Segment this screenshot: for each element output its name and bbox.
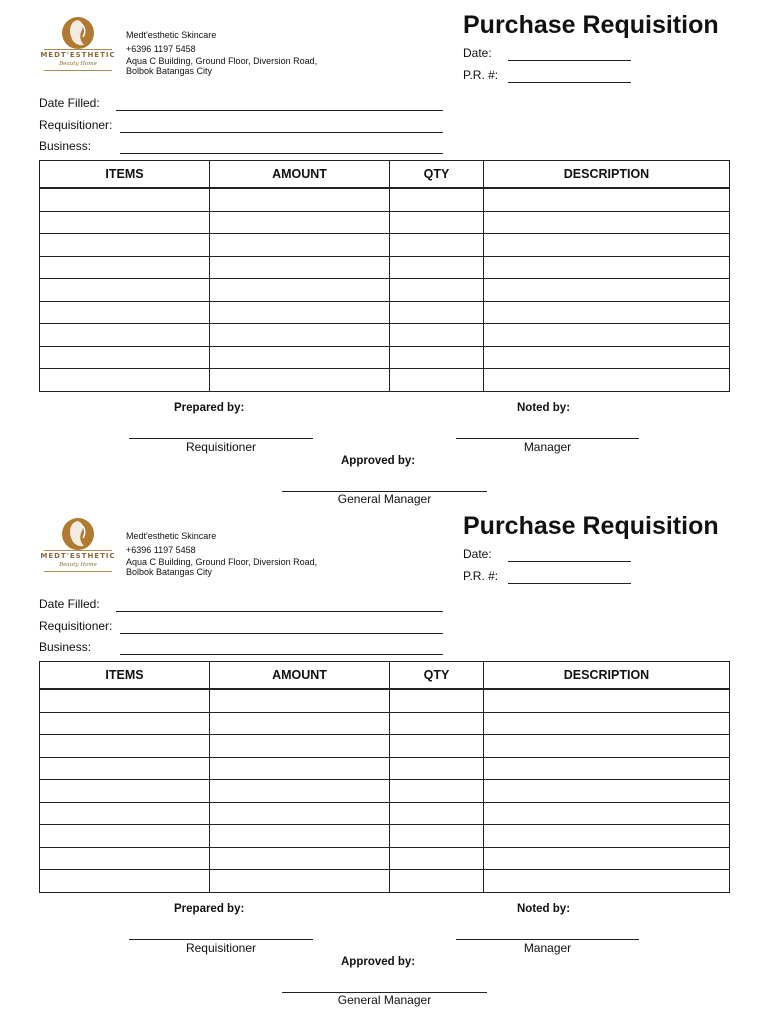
table-row bbox=[40, 780, 730, 803]
general-manager-signature-label: General Manager bbox=[337, 492, 432, 506]
business-label: Business: bbox=[39, 640, 92, 654]
woman-silhouette-logo-icon bbox=[58, 516, 98, 552]
business-line[interactable] bbox=[120, 654, 443, 655]
qty-cell[interactable] bbox=[390, 211, 484, 234]
manager-signature-label: Manager bbox=[523, 941, 572, 955]
qty-cell[interactable] bbox=[390, 780, 484, 803]
amount-cell[interactable] bbox=[210, 847, 390, 870]
qty-cell[interactable] bbox=[390, 757, 484, 780]
header-qty: QTY bbox=[390, 662, 484, 690]
description-cell[interactable] bbox=[484, 757, 730, 780]
requisitioner-signature-label: Requisitioner bbox=[185, 941, 257, 955]
qty-cell[interactable] bbox=[390, 735, 484, 758]
table-row bbox=[40, 301, 730, 324]
items-cell[interactable] bbox=[40, 825, 210, 848]
amount-cell[interactable] bbox=[210, 279, 390, 302]
company-phone: +6396 1197 5458 bbox=[126, 545, 196, 555]
table-body bbox=[40, 188, 730, 391]
company-address-line2: Bolbok Batangas City bbox=[126, 567, 213, 577]
amount-cell[interactable] bbox=[210, 324, 390, 347]
purchase-requisition-form-2 bbox=[0, 501, 768, 1007]
date-filled-field[interactable] bbox=[39, 96, 100, 110]
table-row bbox=[40, 256, 730, 279]
amount-cell[interactable] bbox=[210, 802, 390, 825]
approved-by-label: Approved by: bbox=[341, 956, 416, 968]
prepared-by-label: Prepared by: bbox=[174, 903, 245, 915]
pr-number-field[interactable] bbox=[463, 68, 498, 82]
date-filled-label: Date Filled: bbox=[39, 597, 100, 611]
header-description: DESCRIPTION bbox=[484, 161, 730, 189]
items-cell[interactable] bbox=[40, 279, 210, 302]
logo-divider-top bbox=[44, 550, 112, 551]
requisitioner-signature-line[interactable] bbox=[129, 438, 313, 439]
description-cell[interactable] bbox=[484, 346, 730, 369]
header-amount: AMOUNT bbox=[210, 161, 390, 189]
amount-cell[interactable] bbox=[210, 188, 390, 211]
table-row bbox=[40, 369, 730, 392]
description-cell[interactable] bbox=[484, 802, 730, 825]
description-cell[interactable] bbox=[484, 870, 730, 893]
description-cell[interactable] bbox=[484, 712, 730, 735]
header-description: DESCRIPTION bbox=[484, 662, 730, 690]
items-table bbox=[39, 661, 730, 893]
description-cell[interactable] bbox=[484, 689, 730, 712]
header-qty: QTY bbox=[390, 161, 484, 189]
logo-subtext: Beauty Home bbox=[59, 562, 97, 568]
company-logo bbox=[38, 15, 118, 77]
purchase-requisition-form-1 bbox=[0, 0, 768, 506]
header-items: ITEMS bbox=[40, 662, 210, 690]
qty-cell[interactable] bbox=[390, 870, 484, 893]
items-cell[interactable] bbox=[40, 735, 210, 758]
company-info bbox=[126, 529, 317, 577]
date-line[interactable] bbox=[508, 60, 631, 61]
date-filled-field[interactable] bbox=[39, 597, 100, 611]
company-address-line2: Bolbok Batangas City bbox=[126, 66, 213, 76]
business-label: Business: bbox=[39, 139, 92, 153]
items-cell[interactable] bbox=[40, 234, 210, 257]
description-cell[interactable] bbox=[484, 234, 730, 257]
amount-cell[interactable] bbox=[210, 369, 390, 392]
qty-cell[interactable] bbox=[390, 346, 484, 369]
date-label: Date: bbox=[463, 547, 492, 561]
general-manager-signature-label: General Manager bbox=[337, 993, 432, 1007]
manager-signature-line[interactable] bbox=[456, 939, 639, 940]
qty-cell[interactable] bbox=[390, 712, 484, 735]
date-field[interactable] bbox=[463, 46, 492, 60]
requisitioner-field[interactable] bbox=[39, 619, 112, 633]
requisitioner-line[interactable] bbox=[120, 633, 443, 634]
form-title: Purchase Requisition bbox=[463, 512, 719, 540]
table-row bbox=[40, 757, 730, 780]
table-row bbox=[40, 346, 730, 369]
date-filled-label: Date Filled: bbox=[39, 96, 100, 110]
date-filled-line[interactable] bbox=[116, 110, 443, 111]
qty-cell[interactable] bbox=[390, 188, 484, 211]
qty-cell[interactable] bbox=[390, 689, 484, 712]
description-cell[interactable] bbox=[484, 256, 730, 279]
table-row bbox=[40, 802, 730, 825]
description-cell[interactable] bbox=[484, 279, 730, 302]
table-row bbox=[40, 279, 730, 302]
description-cell[interactable] bbox=[484, 188, 730, 211]
company-logo bbox=[38, 516, 118, 578]
amount-cell[interactable] bbox=[210, 712, 390, 735]
description-cell[interactable] bbox=[484, 211, 730, 234]
amount-cell[interactable] bbox=[210, 757, 390, 780]
business-field[interactable] bbox=[39, 640, 91, 654]
date-field[interactable] bbox=[463, 547, 492, 561]
description-cell[interactable] bbox=[484, 735, 730, 758]
company-address-line1: Aqua C Building, Ground Floor, Diversion Road, bbox=[126, 557, 318, 567]
table-row bbox=[40, 211, 730, 234]
qty-cell[interactable] bbox=[390, 847, 484, 870]
date-filled-line[interactable] bbox=[116, 611, 443, 612]
date-label: Date: bbox=[463, 46, 492, 60]
logo-text: MEDT'ESTHETIC bbox=[40, 51, 116, 59]
manager-signature-line[interactable] bbox=[456, 438, 639, 439]
qty-cell[interactable] bbox=[390, 301, 484, 324]
qty-cell[interactable] bbox=[390, 256, 484, 279]
business-line[interactable] bbox=[120, 153, 443, 154]
items-cell[interactable] bbox=[40, 712, 210, 735]
qty-cell[interactable] bbox=[390, 324, 484, 347]
items-cell[interactable] bbox=[40, 301, 210, 324]
logo-divider-top bbox=[44, 49, 112, 50]
table-row bbox=[40, 188, 730, 211]
form-title: Purchase Requisition bbox=[463, 11, 719, 39]
items-cell[interactable] bbox=[40, 780, 210, 803]
amount-cell[interactable] bbox=[210, 234, 390, 257]
logo-divider-bottom bbox=[44, 70, 112, 71]
items-cell[interactable] bbox=[40, 689, 210, 712]
amount-cell[interactable] bbox=[210, 301, 390, 324]
requisitioner-signature-label: Requisitioner bbox=[185, 440, 257, 454]
items-table bbox=[39, 160, 730, 392]
description-cell[interactable] bbox=[484, 324, 730, 347]
logo-subtext: Beauty Home bbox=[59, 61, 97, 67]
table-row bbox=[40, 847, 730, 870]
qty-cell[interactable] bbox=[390, 825, 484, 848]
table-body bbox=[40, 689, 730, 892]
logo-text: MEDT'ESTHETIC bbox=[40, 552, 116, 560]
business-field[interactable] bbox=[39, 139, 91, 153]
pr-number-line[interactable] bbox=[508, 583, 631, 584]
amount-cell[interactable] bbox=[210, 211, 390, 234]
pr-number-field[interactable] bbox=[463, 569, 498, 583]
date-line[interactable] bbox=[508, 561, 631, 562]
description-cell[interactable] bbox=[484, 301, 730, 324]
qty-cell[interactable] bbox=[390, 369, 484, 392]
approved-by-label: Approved by: bbox=[341, 455, 416, 467]
qty-cell[interactable] bbox=[390, 234, 484, 257]
items-cell[interactable] bbox=[40, 346, 210, 369]
amount-cell[interactable] bbox=[210, 346, 390, 369]
description-cell[interactable] bbox=[484, 780, 730, 803]
amount-cell[interactable] bbox=[210, 689, 390, 712]
table-row bbox=[40, 712, 730, 735]
table-row bbox=[40, 825, 730, 848]
table-header-row bbox=[40, 161, 730, 189]
table-header-row bbox=[40, 662, 730, 690]
items-cell[interactable] bbox=[40, 847, 210, 870]
amount-cell[interactable] bbox=[210, 825, 390, 848]
items-cell[interactable] bbox=[40, 870, 210, 893]
noted-by-label: Noted by: bbox=[517, 402, 571, 414]
items-cell[interactable] bbox=[40, 188, 210, 211]
requisitioner-label: Requisitioner: bbox=[39, 118, 113, 132]
amount-cell[interactable] bbox=[210, 256, 390, 279]
pr-number-label: P.R. #: bbox=[463, 68, 499, 82]
requisitioner-label: Requisitioner: bbox=[39, 619, 113, 633]
description-cell[interactable] bbox=[484, 369, 730, 392]
header-items: ITEMS bbox=[40, 161, 210, 189]
items-cell[interactable] bbox=[40, 802, 210, 825]
amount-cell[interactable] bbox=[210, 735, 390, 758]
qty-cell[interactable] bbox=[390, 279, 484, 302]
company-address-line1: Aqua C Building, Ground Floor, Diversion Road, bbox=[126, 56, 318, 66]
items-cell[interactable] bbox=[40, 211, 210, 234]
description-cell[interactable] bbox=[484, 847, 730, 870]
table-row bbox=[40, 234, 730, 257]
qty-cell[interactable] bbox=[390, 802, 484, 825]
description-cell[interactable] bbox=[484, 825, 730, 848]
logo-divider-bottom bbox=[44, 571, 112, 572]
table-row bbox=[40, 689, 730, 712]
pr-number-line[interactable] bbox=[508, 82, 631, 83]
pr-number-label: P.R. #: bbox=[463, 569, 499, 583]
noted-by-label: Noted by: bbox=[517, 903, 571, 915]
items-cell[interactable] bbox=[40, 256, 210, 279]
company-info bbox=[126, 28, 317, 76]
prepared-by-label: Prepared by: bbox=[174, 402, 245, 414]
table-row bbox=[40, 735, 730, 758]
items-cell[interactable] bbox=[40, 757, 210, 780]
company-name: Medt'esthetic Skincare bbox=[126, 531, 217, 541]
items-cell[interactable] bbox=[40, 369, 210, 392]
header-amount: AMOUNT bbox=[210, 662, 390, 690]
requisitioner-line[interactable] bbox=[120, 132, 443, 133]
items-cell[interactable] bbox=[40, 324, 210, 347]
table-row bbox=[40, 870, 730, 893]
company-name: Medt'esthetic Skincare bbox=[126, 30, 217, 40]
table-row bbox=[40, 324, 730, 347]
amount-cell[interactable] bbox=[210, 870, 390, 893]
amount-cell[interactable] bbox=[210, 780, 390, 803]
requisitioner-field[interactable] bbox=[39, 118, 112, 132]
requisitioner-signature-line[interactable] bbox=[129, 939, 313, 940]
company-phone: +6396 1197 5458 bbox=[126, 44, 196, 54]
manager-signature-label: Manager bbox=[523, 440, 572, 454]
woman-silhouette-logo-icon bbox=[58, 15, 98, 51]
